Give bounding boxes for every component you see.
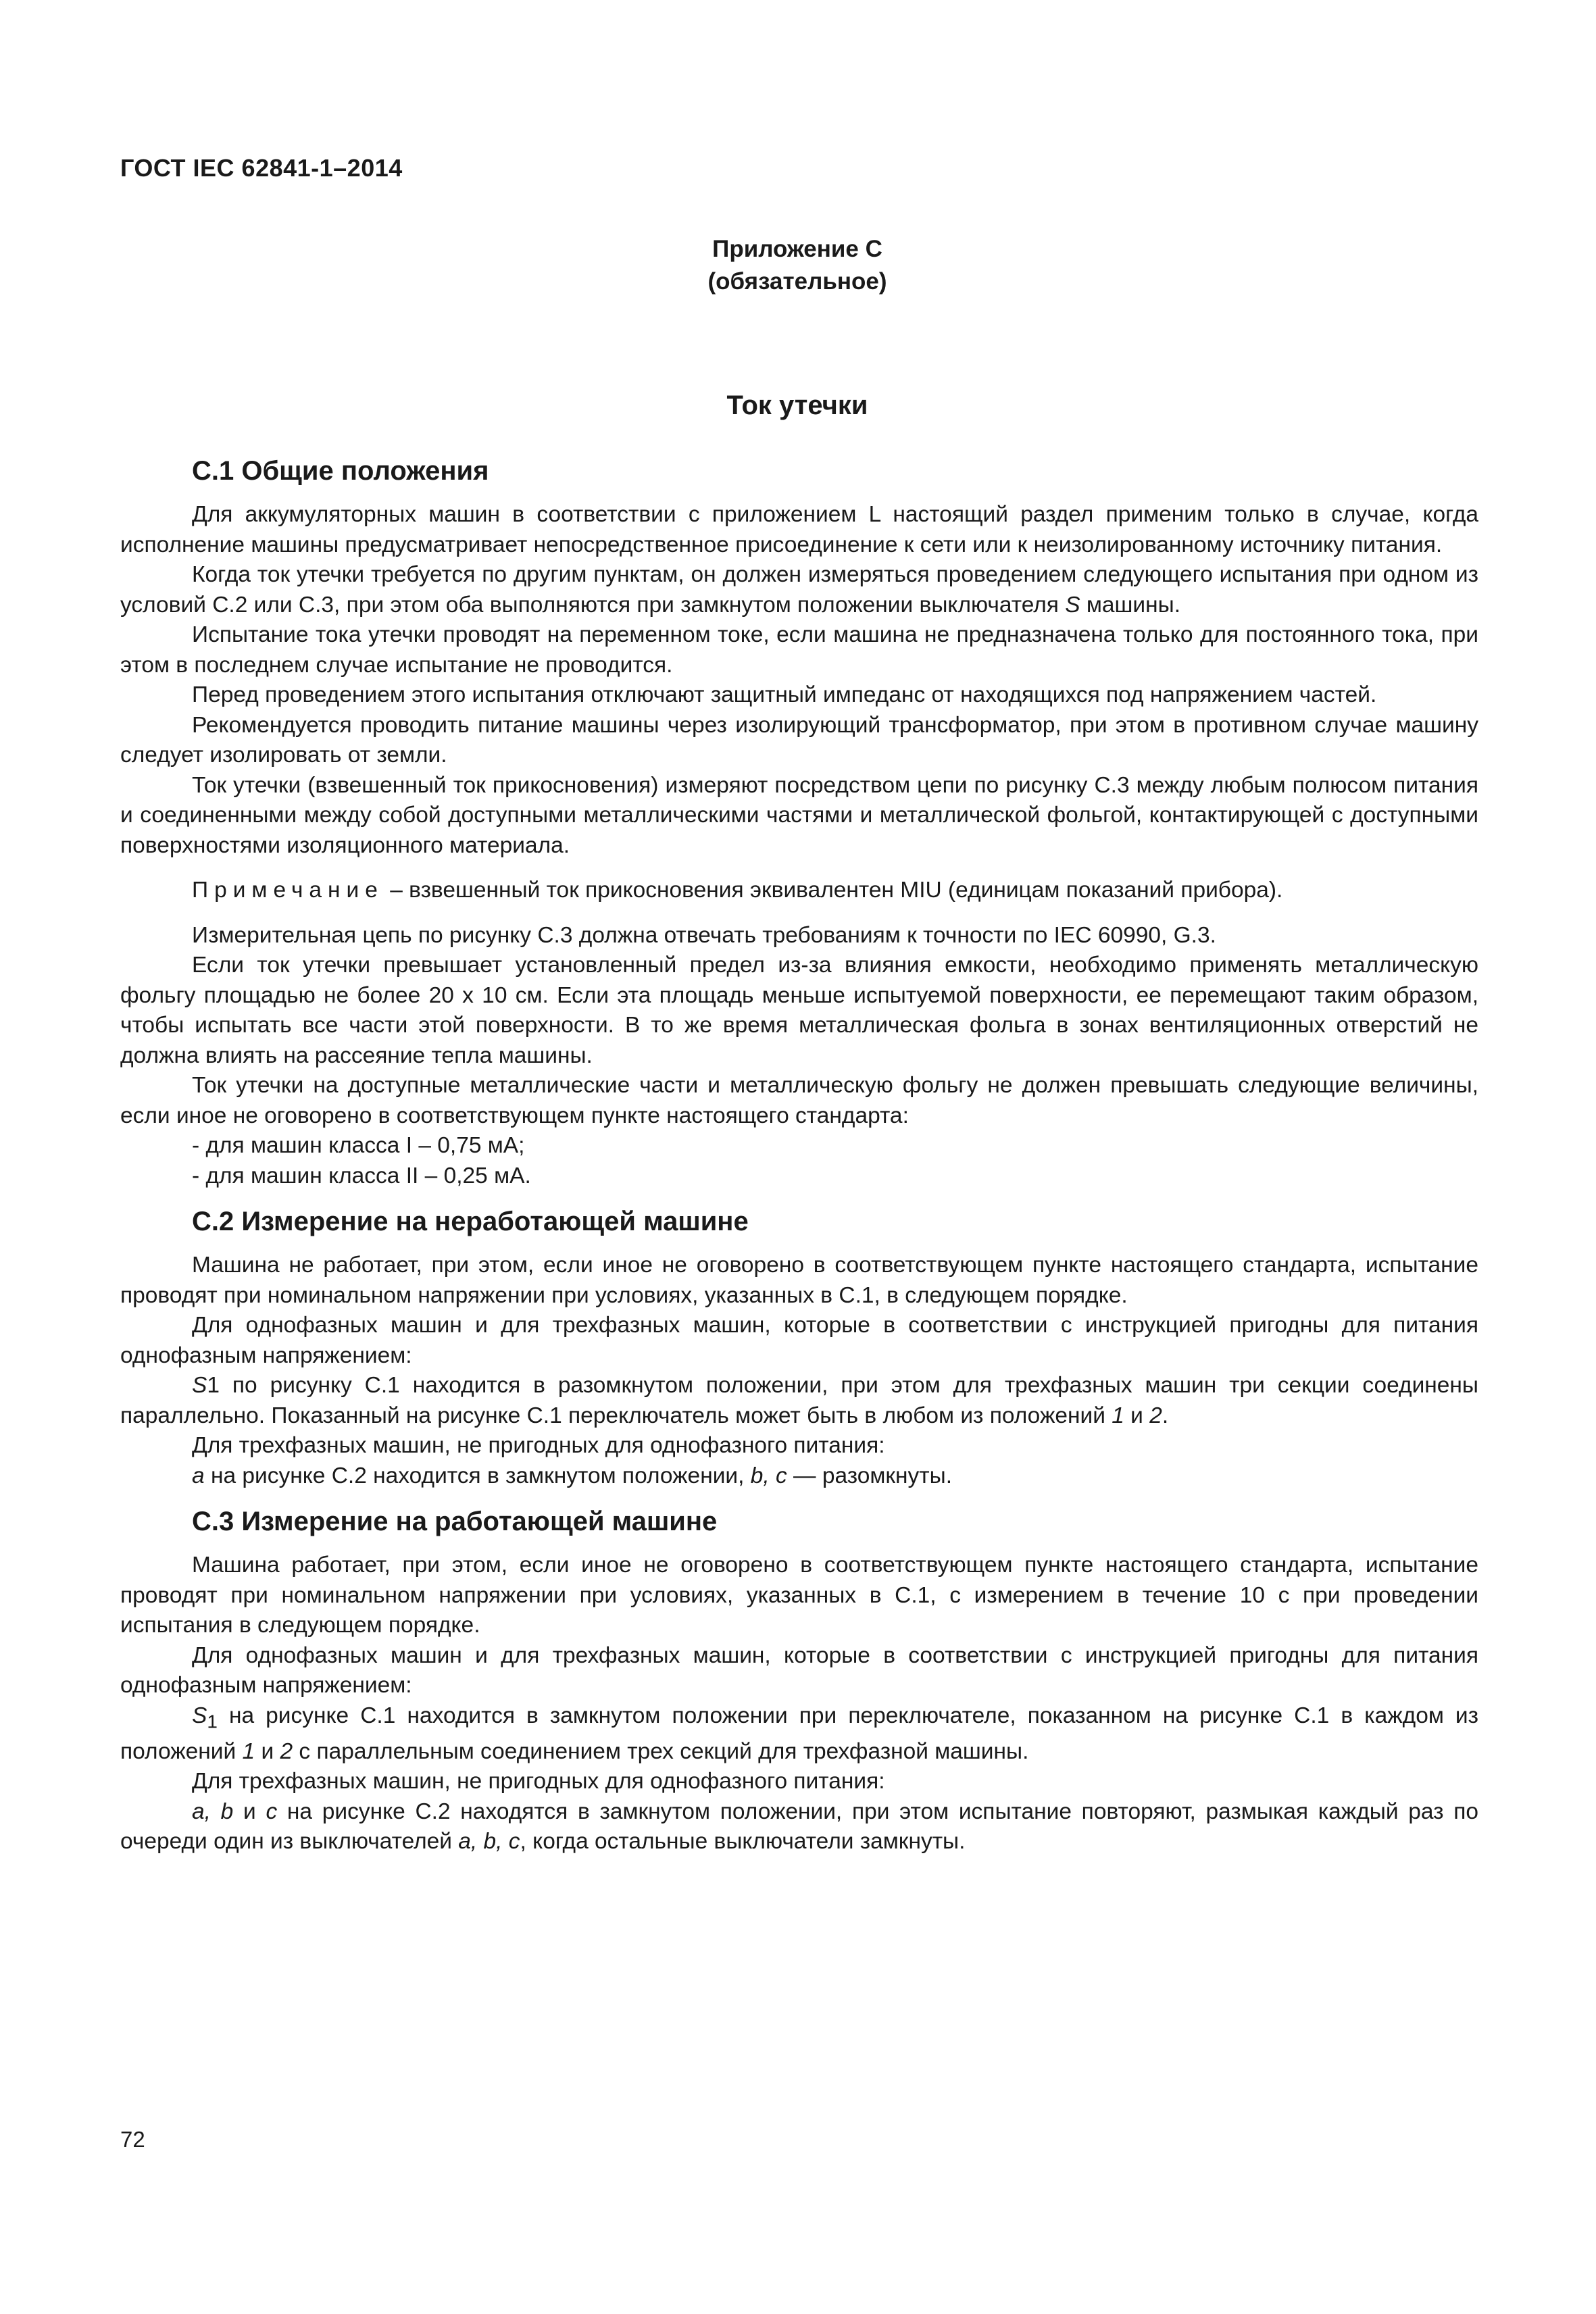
annex-heading: Ток утечки	[726, 391, 868, 420]
section-heading-c2: С.2 Измерение на неработающей машине	[192, 1207, 749, 1236]
paragraph: Ток утечки (взвешенный ток прикосновения) измеряют посредством цепи по рисунку С.3 между любым полюсом питания и соединенными между собой доступными металлическими частями и металлической фольгой, контактирующей с доступными поверхностями изоляционного материала.	[120, 772, 1478, 858]
paragraph: Для однофазных машин и для трехфазных машин, которые в соответствии с инструкцией пригодны для питания однофазным напряжением:	[120, 1642, 1478, 1698]
section-heading-c1: С.1 Общие положения	[192, 456, 489, 486]
paragraph: Для аккумуляторных машин в соответствии с приложением L настоящий раздел применим только в случае, когда исполнение машины предусматривает непосредственное присоединение к сети или к неизолированному источнику питания.	[120, 502, 1478, 557]
paragraph: Машина работает, при этом, если иное не оговорено в соответствующем пункте настоящего стандарта, испытание проводят при номинальном напряжении при условиях, указанных в С.1, с измерением в течение 10 с при проведении испытания в следующем порядке.	[120, 1553, 1478, 1638]
note-label: Примечание	[192, 878, 384, 903]
paragraph: Если ток утечки превышает установленный предел из-за влияния емкости, необходимо применять металлическую фольгу площадью не более 20 х 10 см. Если эта площадь меньше испытуемой поверхности, ее перемещают таким образом, чтобы испытать все части этой поверхности. В то же время металлическая фольга в зонах вентиляционных отверстий не должна влиять на рассеяние тепла машины.	[120, 953, 1478, 1068]
paragraph: Ток утечки на доступные металлические части и металлическую фольгу не должен превышать следующие величины, если иное не оговорено в соответствующем пункте настоящего стандарта:	[120, 1073, 1478, 1128]
paragraph: Рекомендуется проводить питание машины через изолирующий трансформатор, при этом в противном случае машину следует изолировать от земли.	[120, 712, 1478, 768]
document-body	[120, 454, 1478, 1857]
paragraph: a, b и c на рисунке С.2 находятся в замкнутом положении, при этом испытание повторяют, размыкая каждый раз по очереди один из выключателей a, b, c, когда остальные выключатели замкнуты.	[120, 1799, 1478, 1855]
paragraph: a на рисунке С.2 находится в замкнутом положении, b, c — разомкнуты.	[192, 1463, 953, 1488]
paragraph: Для однофазных машин и для трехфазных машин, которые в соответствии с инструкцией пригодны для питания однофазным напряжением:	[120, 1313, 1478, 1368]
annex-title: Приложение С	[712, 236, 882, 262]
paragraph: Измерительная цепь по рисунку С.3 должна отвечать требованиям к точности по IEC 60990, G.3.	[192, 922, 1216, 948]
paragraph: Для трехфазных машин, не пригодных для однофазного питания:	[192, 1433, 885, 1458]
paragraph: S1 по рисунку С.1 находится в разомкнутом положении, при этом для трехфазных машин три секции соединены параллельно. Показанный на рисунке С.1 переключатель может быть в любом из положений 1 и 2.	[120, 1373, 1478, 1428]
annex-status: (обязательное)	[707, 268, 887, 295]
paragraph: Перед проведением этого испытания отключают защитный импеданс от находящихся под напряжением частей.	[192, 682, 1377, 707]
standard-header: ГОСТ IEC 62841-1–2014	[120, 154, 403, 182]
note-text: – взвешенный ток прикосновения эквивалентен MIU (единицам показаний прибора).	[383, 878, 1283, 903]
paragraph: Испытание тока утечки проводят на переменном токе, если машина не предназначена только для постоянного тока, при этом в последнем случае испытание не проводится.	[120, 622, 1478, 678]
list-item: - для машин класса II – 0,25 мА.	[192, 1163, 531, 1188]
paragraph: Для трехфазных машин, не пригодных для однофазного питания:	[192, 1769, 885, 1794]
note	[120, 876, 1478, 906]
paragraph: $S_1$ на рисунке С.1 находится в замкнутом положении при переключателе, показанном на рисунке С.1 в каждом из положений 1 и 2 с параллельным соединением трех секций для трехфазной машины.	[120, 1703, 1478, 1764]
paragraph: Машина не работает, при этом, если иное не оговорено в соответствующем пункте настоящего стандарта, испытание проводят при номинальном напряжении при условиях, указанных в С.1, в следующем порядке.	[120, 1253, 1478, 1308]
section-heading-c3: С.3 Измерение на работающей машине	[192, 1507, 718, 1536]
page-number: 72	[120, 2127, 145, 2152]
annex-label	[0, 233, 1596, 298]
paragraph: Когда ток утечки требуется по другим пунктам, он должен измеряться проведением следующего испытания при одном из условий С.2 или С.3, при этом оба выполняются при замкнутом положении выключателя S машины.	[120, 562, 1478, 618]
list-item: - для машин класса I – 0,75 мА;	[192, 1133, 525, 1158]
